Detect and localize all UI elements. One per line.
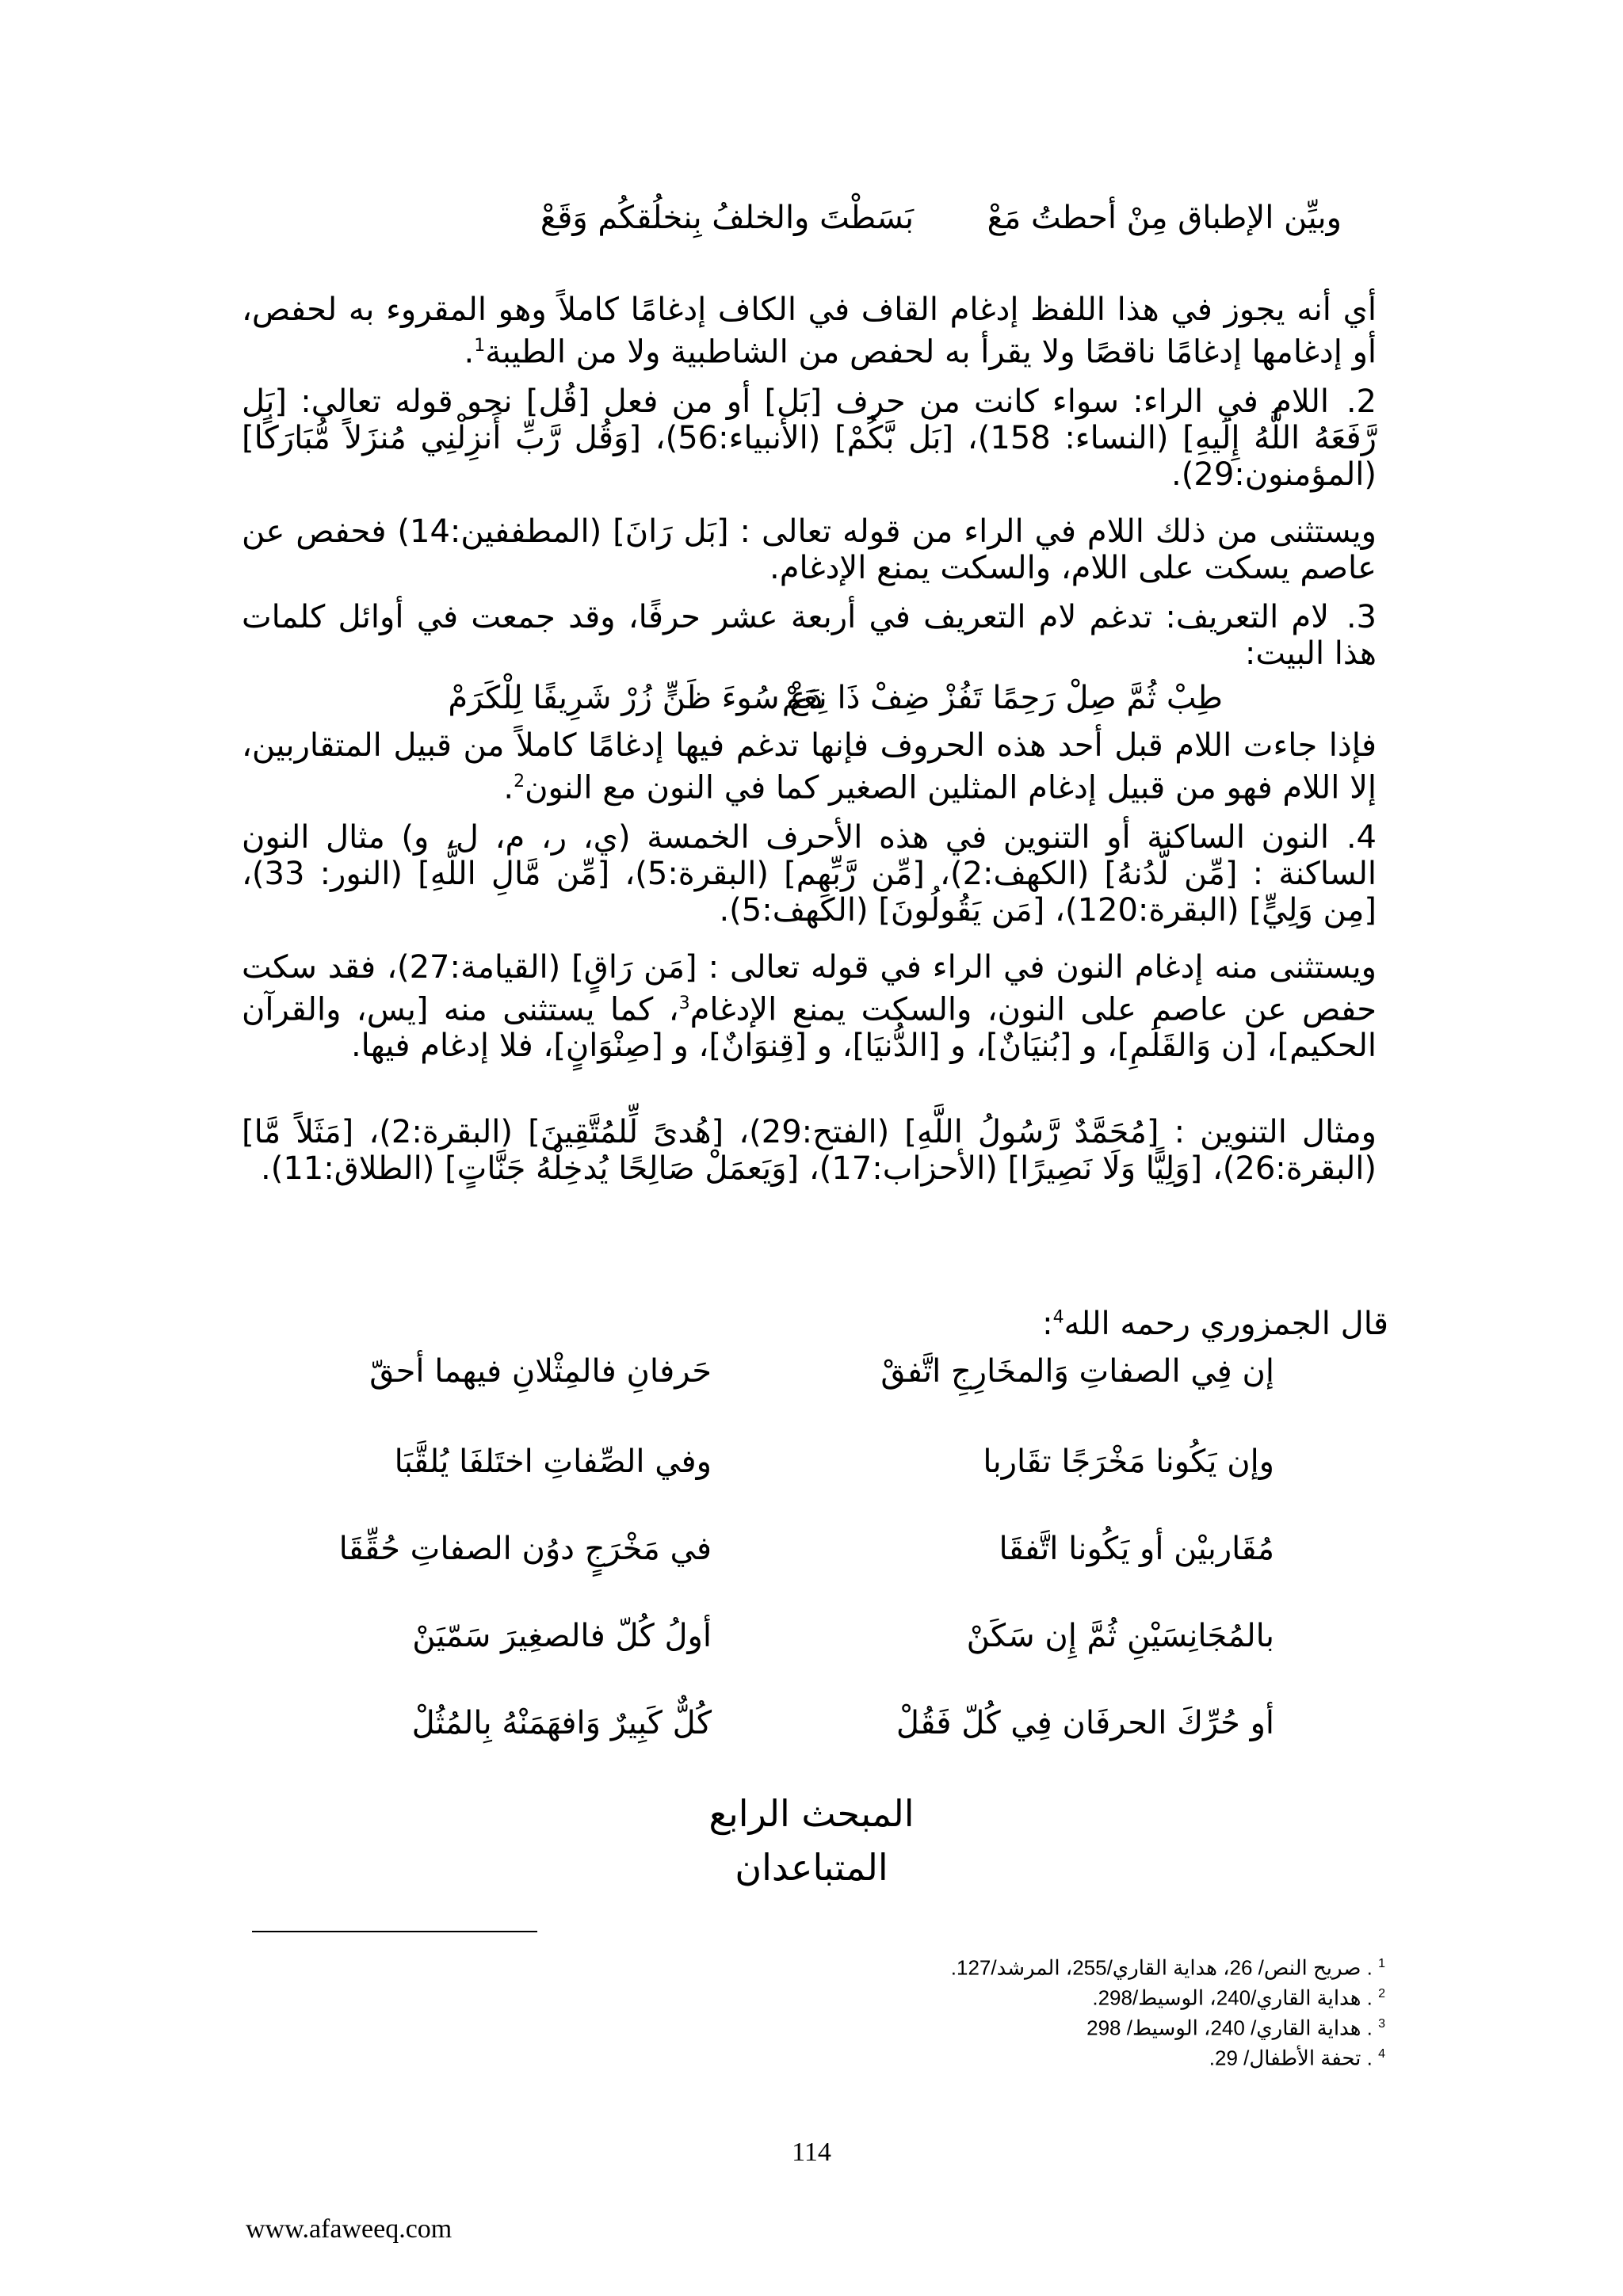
footnote-3 (1086, 2011, 1385, 2042)
paragraph-2-text: اللام في الراء: سواء كانت من حرف [بَل] أو من فعل [قُل] نحو قوله تعالى: [بَل رَّفَعَهُ اللَّهُ إِلَيهِ] (النساء: 158)، [بَل بَّكُمْ] (الأنبياء:56)، [وَقُل رَّبِّ أَنزِلْنِي مُنزَلاً مُّبَارَكًا] (المؤمنون:29). (242, 383, 1377, 493)
footnote-4 (1209, 2041, 1385, 2072)
paragraph-1 (242, 292, 1377, 370)
paragraph-3 (242, 513, 1377, 586)
poem-line-5-left: كُلٌّ كَبِيرٌ وَافهَمَنْهُ بِالمُثُلْ (411, 1705, 712, 1741)
poem-line-5-right: أو حُرِّكَ الحرفَان فِي كُلّ فَقُلْ (896, 1705, 1274, 1741)
paragraph-1-text: أي أنه يجوز في هذا اللفظ إدغام القاف في الكاف إدغامًا كاملاً وهو المقروء به لحفص، أو إدغامها إدغامًا ناقصًا ولا يقرأ به لحفص من الشاطبية ولا من الطيبة (242, 292, 1377, 371)
poem-line-1-left: حَرفانِ فالمِثْلانِ فيهما أحقّ (369, 1353, 712, 1390)
footnote-ref-3: 3 (678, 994, 690, 1013)
page-number: 114 (792, 2138, 831, 2167)
item-number-4: 4. (1346, 819, 1377, 856)
item-number-3: 3. (1346, 599, 1377, 635)
verse-top-left: بَسَطْتَ والخلفُ بِنخلُقكُم وَقَعْ (540, 200, 914, 236)
section-subtitle: المتباعدان (735, 1846, 888, 1889)
poem-intro-text: قال الجمزوري رحمه الله (1064, 1306, 1388, 1342)
footnote-1-number: 1 (1378, 1957, 1385, 1970)
footnote-4-number: 4 (1378, 2047, 1385, 2061)
footnote-ref-2: 2 (514, 772, 525, 791)
paragraph-4-text: لام التعريف: تدغم لام التعريف في أربعة عشر حرفًا، وقد جمعت في أوائل كلمات هذا البيت: (242, 599, 1377, 672)
poem-line-3-right: مُقَاربيْن أو يَكُونا اتَّفقَا (999, 1531, 1274, 1567)
paragraph-5-text: فإذا جاءت اللام قبل أحد هذه الحروف فإنها تدغم فيها إدغامًا كاملاً من قبيل المتقاربين، إلا اللام فهو من قبيل إدغام المثلين الصغير كما في النون مع النون (242, 727, 1377, 807)
footnote-3-text: . هداية القاري/ 240، الوسيط/ 298 (1086, 2016, 1373, 2040)
paragraph-5 (242, 727, 1377, 806)
paragraph-8 (242, 1114, 1377, 1187)
footnote-2-text: . هداية القاري/240، الوسيط/298. (1092, 1985, 1373, 2010)
paragraph-6-text: النون الساكنة أو التنوين في هذه الأحرف الخمسة (ي، ر، م، ل، و) مثال النون الساكنة : [مِّن لَّدُنهُ] (الكهف:2)، [مِّن رَّبِّهِم] (البقرة:5)، [مِّن مَّالِ اللَّهِ] (النور: 33)، [مِن وَلِيٍّ] (البقرة:120)، [مَن يَقُولُونَ] (الكهف:5). (242, 819, 1377, 929)
poem-intro-end: : (1042, 1306, 1053, 1342)
item-number-2: 2. (1346, 383, 1377, 420)
section-title: المبحث الرابع (708, 1792, 915, 1835)
poem-line-4-right: بالمُجَانِسَيْنِ ثُمَّ إِن سَكَنْ (966, 1618, 1274, 1654)
verse-lam-right: طِبْ ثُمَّ صِلْ رَحِمًا تَفُزْ ضِفْ ذَا نِعَمْ (781, 680, 1223, 716)
poem-line-2-left: وفي الصِّفاتِ اختَلفَا يُلقَّبَا (394, 1444, 712, 1480)
paragraph-8-text: ومثال التنوين : [مُحَمَّدٌ رَّسُولُ اللَّهِ] (الفتح:29)، [هُدىً لِّلمُتَّقِينَ] (البقرة:2)، [مَثَلاً مَّا] (البقرة:26)، [وَلِيًّا وَلَا نَصِيرًا] (الأحزاب:17)، [وَيَعمَلْ صَالِحًا يُدخِلْهُ جَنَّاتٍ] (الطلاق:11). (242, 1114, 1377, 1187)
paragraph-5-end: . (503, 769, 514, 807)
footnote-2 (1092, 1981, 1385, 2012)
verse-lam-left: دَعْ سُوءَ ظَنٍّ زُرْ شَرِيفًا لِلْكَرَمْ (448, 680, 823, 716)
verse-top-right: وبيِّن الإطباق مِنْ أحطتُ مَعْ (987, 200, 1342, 236)
poem-line-4-left: أولُ كُلّ فالصغِيرَ سَمّيَنْ (412, 1618, 712, 1654)
paragraph-7-rest: ، كما يستثنى منه [يس، والقرآن الحكيم]، [ن وَالقَلَمِ]، و [بُنيَانٌ]، و [الدُّنيَا]، و [قِنوَانٌ]، و [صِنْوَانٍ]، فلا إدغام فيها. (242, 991, 1377, 1065)
footnote-3-number: 3 (1378, 2017, 1385, 2031)
poem-line-1-right: إن فِي الصفاتِ وَالمخَارِجِ اتَّفقْ (880, 1353, 1274, 1390)
footnote-ref-1: 1 (474, 336, 486, 356)
website-url: www.afaweeq.com (246, 2214, 453, 2244)
poem-intro (1042, 1306, 1388, 1342)
paragraph-4 (242, 599, 1377, 672)
paragraph-7 (242, 949, 1377, 1064)
paragraph-1-end: . (464, 334, 475, 371)
footnote-separator (252, 1931, 537, 1932)
footnote-1 (951, 1951, 1385, 1981)
footnote-2-number: 2 (1378, 1987, 1385, 2000)
paragraph-6 (242, 819, 1377, 929)
paragraph-7-text: ويستثنى منه إدغام النون في الراء في قوله تعالى : [مَن رَاقٍ] (القيامة:27)، فقد سكت حفص عن عاصم على النون، والسكت يمنع الإدغام (242, 949, 1377, 1028)
paragraph-3-text: ويستثنى من ذلك اللام في الراء من قوله تعالى : [بَل رَانَ] (المطففين:14) فحفص عن عاصم يسكت على اللام، والسكت يمنع الإدغام. (242, 513, 1377, 586)
footnote-1-text: . صريح النص/ 26، هداية القاري/255، المرشد/127. (950, 1955, 1373, 1980)
footnote-ref-4: 4 (1052, 1307, 1064, 1328)
paragraph-2 (242, 383, 1377, 493)
footnote-4-text: . تحفة الأطفال/ 29. (1209, 2046, 1373, 2070)
poem-line-2-right: وإن يَكُونا مَخْرَجًا تقَاربا (983, 1444, 1274, 1480)
poem-line-3-left: في مَخْرَجٍ دوُن الصفاتِ حُقِّقَا (338, 1531, 712, 1567)
